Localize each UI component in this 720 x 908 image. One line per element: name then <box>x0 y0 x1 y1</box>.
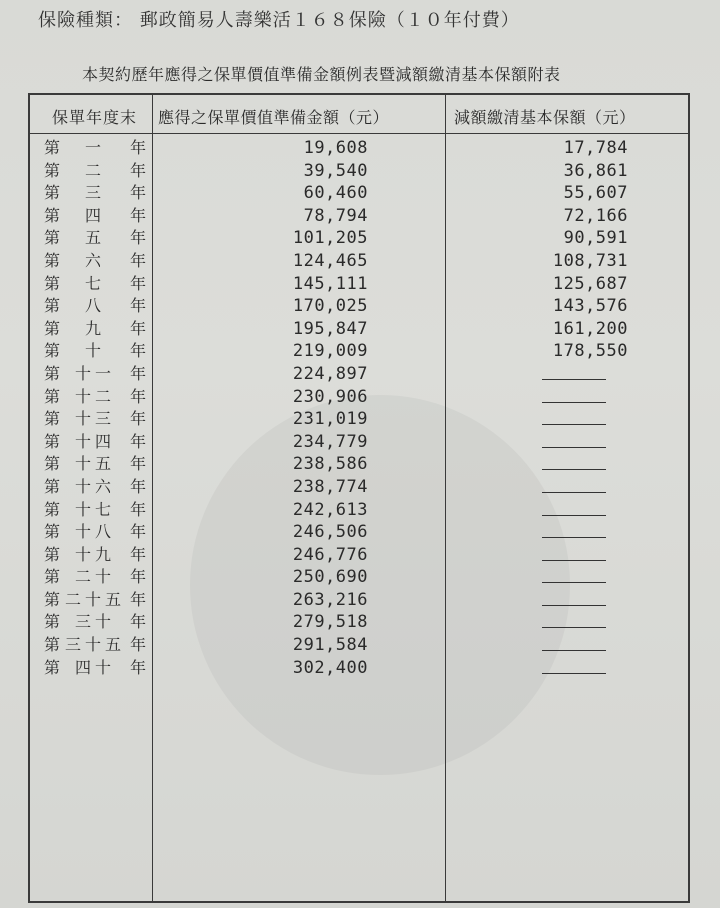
policy-year-cell <box>30 589 152 611</box>
year-prefix: 第 <box>44 544 61 564</box>
year-number: 三 <box>84 183 105 203</box>
table-row <box>30 634 688 657</box>
year-prefix: 第 <box>44 612 61 632</box>
year-number: 十五 <box>74 454 115 474</box>
year-number: 二十 <box>74 567 115 587</box>
blank-line <box>542 537 606 538</box>
year-suffix: 年 <box>129 160 146 180</box>
year-suffix: 年 <box>129 183 146 203</box>
table-row <box>30 205 688 228</box>
year-suffix: 年 <box>129 612 146 632</box>
table-body <box>30 137 688 679</box>
policy-year-cell <box>30 250 152 272</box>
year-number: 七 <box>84 273 105 293</box>
cash-value-cell: 250,690 <box>292 567 368 588</box>
year-prefix: 第 <box>44 589 61 609</box>
table-row <box>30 273 688 296</box>
year-number: 三十五 <box>64 635 125 655</box>
year-prefix: 第 <box>44 567 61 587</box>
year-prefix: 第 <box>44 318 61 338</box>
cash-value-cell: 263,216 <box>292 589 368 610</box>
year-number: 十七 <box>74 499 115 519</box>
paid-up-cell: 108,731 <box>552 250 628 271</box>
year-number: 五 <box>84 228 105 248</box>
year-suffix: 年 <box>129 318 146 338</box>
paid-up-cell: 36,861 <box>563 160 628 181</box>
year-prefix: 第 <box>44 657 61 677</box>
cash-value-cell: 219,009 <box>292 341 368 362</box>
year-prefix: 第 <box>44 228 61 248</box>
table-row <box>30 295 688 318</box>
year-prefix: 第 <box>44 386 61 406</box>
cash-value-cell: 238,774 <box>292 476 368 497</box>
year-number: 十 <box>84 341 105 361</box>
insurance-type-line: 保險種類： 郵政簡易人壽樂活１６８保險（１０年付費） <box>38 10 520 31</box>
appendix-title: 本契約歷年應得之保單價值準備金額例表暨減額繳清基本保額附表 <box>82 65 561 84</box>
table-row <box>30 589 688 612</box>
year-suffix: 年 <box>129 544 146 564</box>
year-suffix: 年 <box>129 273 146 293</box>
value-table <box>28 93 690 903</box>
cash-value-cell: 101,205 <box>292 228 368 249</box>
table-row <box>30 227 688 250</box>
policy-year-cell <box>30 408 152 430</box>
cash-value-cell: 291,584 <box>292 635 368 656</box>
cash-value-cell: 230,906 <box>292 386 368 407</box>
year-suffix: 年 <box>129 250 146 270</box>
blank-line <box>542 515 606 516</box>
blank-line <box>542 469 606 470</box>
table-row <box>30 318 688 341</box>
policy-year-cell <box>30 544 152 566</box>
year-suffix: 年 <box>129 341 146 361</box>
year-prefix: 第 <box>44 273 61 293</box>
year-suffix: 年 <box>129 363 146 383</box>
table-row <box>30 340 688 363</box>
policy-year-cell <box>30 657 152 679</box>
year-prefix: 第 <box>44 183 61 203</box>
year-suffix: 年 <box>129 409 146 429</box>
policy-year-cell <box>30 476 152 498</box>
policy-year-cell <box>30 634 152 656</box>
blank-line <box>542 673 606 674</box>
year-prefix: 第 <box>44 160 61 180</box>
year-prefix: 第 <box>44 341 61 361</box>
year-suffix: 年 <box>129 476 146 496</box>
table-row <box>30 611 688 634</box>
year-prefix: 第 <box>44 476 61 496</box>
policy-year-cell <box>30 431 152 453</box>
policy-year-cell <box>30 160 152 182</box>
paid-up-cell: 55,607 <box>563 183 628 204</box>
table-row <box>30 431 688 454</box>
year-suffix: 年 <box>129 635 146 655</box>
table-row <box>30 657 688 680</box>
year-prefix: 第 <box>44 138 61 157</box>
year-suffix: 年 <box>129 205 146 225</box>
table-row <box>30 363 688 386</box>
cash-value-cell: 242,613 <box>292 499 368 520</box>
table-row <box>30 408 688 431</box>
blank-line <box>542 627 606 628</box>
year-prefix: 第 <box>44 522 61 542</box>
policy-year-cell <box>30 521 152 543</box>
policy-year-cell <box>30 611 152 633</box>
year-number: 三十 <box>74 612 115 632</box>
blank-line <box>542 605 606 606</box>
year-number: 一 <box>84 138 105 157</box>
blank-line <box>542 447 606 448</box>
cash-value-cell: 19,608 <box>303 138 368 158</box>
year-number: 十二 <box>74 386 115 406</box>
column-header-cash-value: 應得之保單價值準備金額（元） <box>158 108 390 127</box>
blank-line <box>542 582 606 583</box>
year-number: 二十五 <box>64 589 125 609</box>
table-row <box>30 160 688 183</box>
policy-year-cell <box>30 340 152 362</box>
year-suffix: 年 <box>129 567 146 587</box>
table-row <box>30 182 688 205</box>
column-header-paid-up: 減額繳清基本保額（元） <box>454 108 636 127</box>
year-number: 十一 <box>74 363 115 383</box>
year-number: 十四 <box>74 431 115 451</box>
column-header-policy-year: 保單年度末 <box>52 108 138 127</box>
year-suffix: 年 <box>129 499 146 519</box>
year-suffix: 年 <box>129 657 146 677</box>
policy-year-cell <box>30 386 152 408</box>
paid-up-cell: 143,576 <box>552 296 628 317</box>
paid-up-cell: 161,200 <box>552 318 628 339</box>
year-prefix: 第 <box>44 250 61 270</box>
year-prefix: 第 <box>44 363 61 383</box>
table-row <box>30 521 688 544</box>
year-suffix: 年 <box>129 431 146 451</box>
year-number: 十三 <box>74 409 115 429</box>
year-suffix: 年 <box>129 589 146 609</box>
table-row <box>30 566 688 589</box>
table-row <box>30 137 688 160</box>
policy-year-cell <box>30 205 152 227</box>
year-prefix: 第 <box>44 635 61 655</box>
blank-line <box>542 492 606 493</box>
paid-up-cell: 125,687 <box>552 273 628 294</box>
table-row <box>30 386 688 409</box>
blank-line <box>542 424 606 425</box>
cash-value-cell: 39,540 <box>303 160 368 181</box>
paid-up-cell: 90,591 <box>563 228 628 249</box>
cash-value-cell: 231,019 <box>292 409 368 430</box>
cash-value-cell: 60,460 <box>303 183 368 204</box>
policy-year-cell <box>30 499 152 521</box>
year-number: 四十 <box>74 657 115 677</box>
cash-value-cell: 279,518 <box>292 612 368 633</box>
year-number: 八 <box>84 296 105 316</box>
blank-line <box>542 560 606 561</box>
year-prefix: 第 <box>44 499 61 519</box>
paid-up-cell: 178,550 <box>552 341 628 362</box>
cash-value-cell: 78,794 <box>303 205 368 226</box>
table-row <box>30 453 688 476</box>
policy-year-cell <box>30 318 152 340</box>
year-number: 二 <box>84 160 105 180</box>
year-prefix: 第 <box>44 296 61 316</box>
policy-year-cell <box>30 566 152 588</box>
cash-value-cell: 302,400 <box>292 657 368 678</box>
paid-up-cell: 72,166 <box>563 205 628 226</box>
year-number: 九 <box>84 318 105 338</box>
year-prefix: 第 <box>44 409 61 429</box>
policy-year-cell <box>30 295 152 317</box>
blank-line <box>542 402 606 403</box>
policy-year-cell <box>30 227 152 249</box>
year-suffix: 年 <box>129 454 146 474</box>
cash-value-cell: 195,847 <box>292 318 368 339</box>
year-suffix: 年 <box>129 522 146 542</box>
year-number: 十九 <box>74 544 115 564</box>
cash-value-cell: 234,779 <box>292 431 368 452</box>
policy-year-cell <box>30 363 152 385</box>
blank-line <box>542 379 606 380</box>
year-number: 十六 <box>74 476 115 496</box>
year-suffix: 年 <box>129 228 146 248</box>
cash-value-cell: 145,111 <box>292 273 368 294</box>
policy-year-cell <box>30 137 152 159</box>
policy-year-cell <box>30 273 152 295</box>
year-number: 十八 <box>74 522 115 542</box>
year-suffix: 年 <box>129 386 146 406</box>
cash-value-cell: 124,465 <box>292 250 368 271</box>
policy-year-cell <box>30 182 152 204</box>
cash-value-cell: 246,776 <box>292 544 368 565</box>
table-row <box>30 476 688 499</box>
year-prefix: 第 <box>44 431 61 451</box>
cash-value-cell: 246,506 <box>292 522 368 543</box>
cash-value-cell: 224,897 <box>292 363 368 384</box>
cash-value-cell: 238,586 <box>292 454 368 475</box>
table-row <box>30 544 688 567</box>
table-row <box>30 250 688 273</box>
cash-value-cell: 170,025 <box>292 296 368 317</box>
year-number: 六 <box>84 250 105 270</box>
year-prefix: 第 <box>44 205 61 225</box>
year-number: 四 <box>84 205 105 225</box>
policy-year-cell <box>30 453 152 475</box>
header-divider <box>30 133 688 134</box>
year-prefix: 第 <box>44 454 61 474</box>
blank-line <box>542 650 606 651</box>
table-row <box>30 499 688 522</box>
paid-up-cell: 17,784 <box>563 138 628 158</box>
year-suffix: 年 <box>129 296 146 316</box>
year-suffix: 年 <box>129 138 146 157</box>
